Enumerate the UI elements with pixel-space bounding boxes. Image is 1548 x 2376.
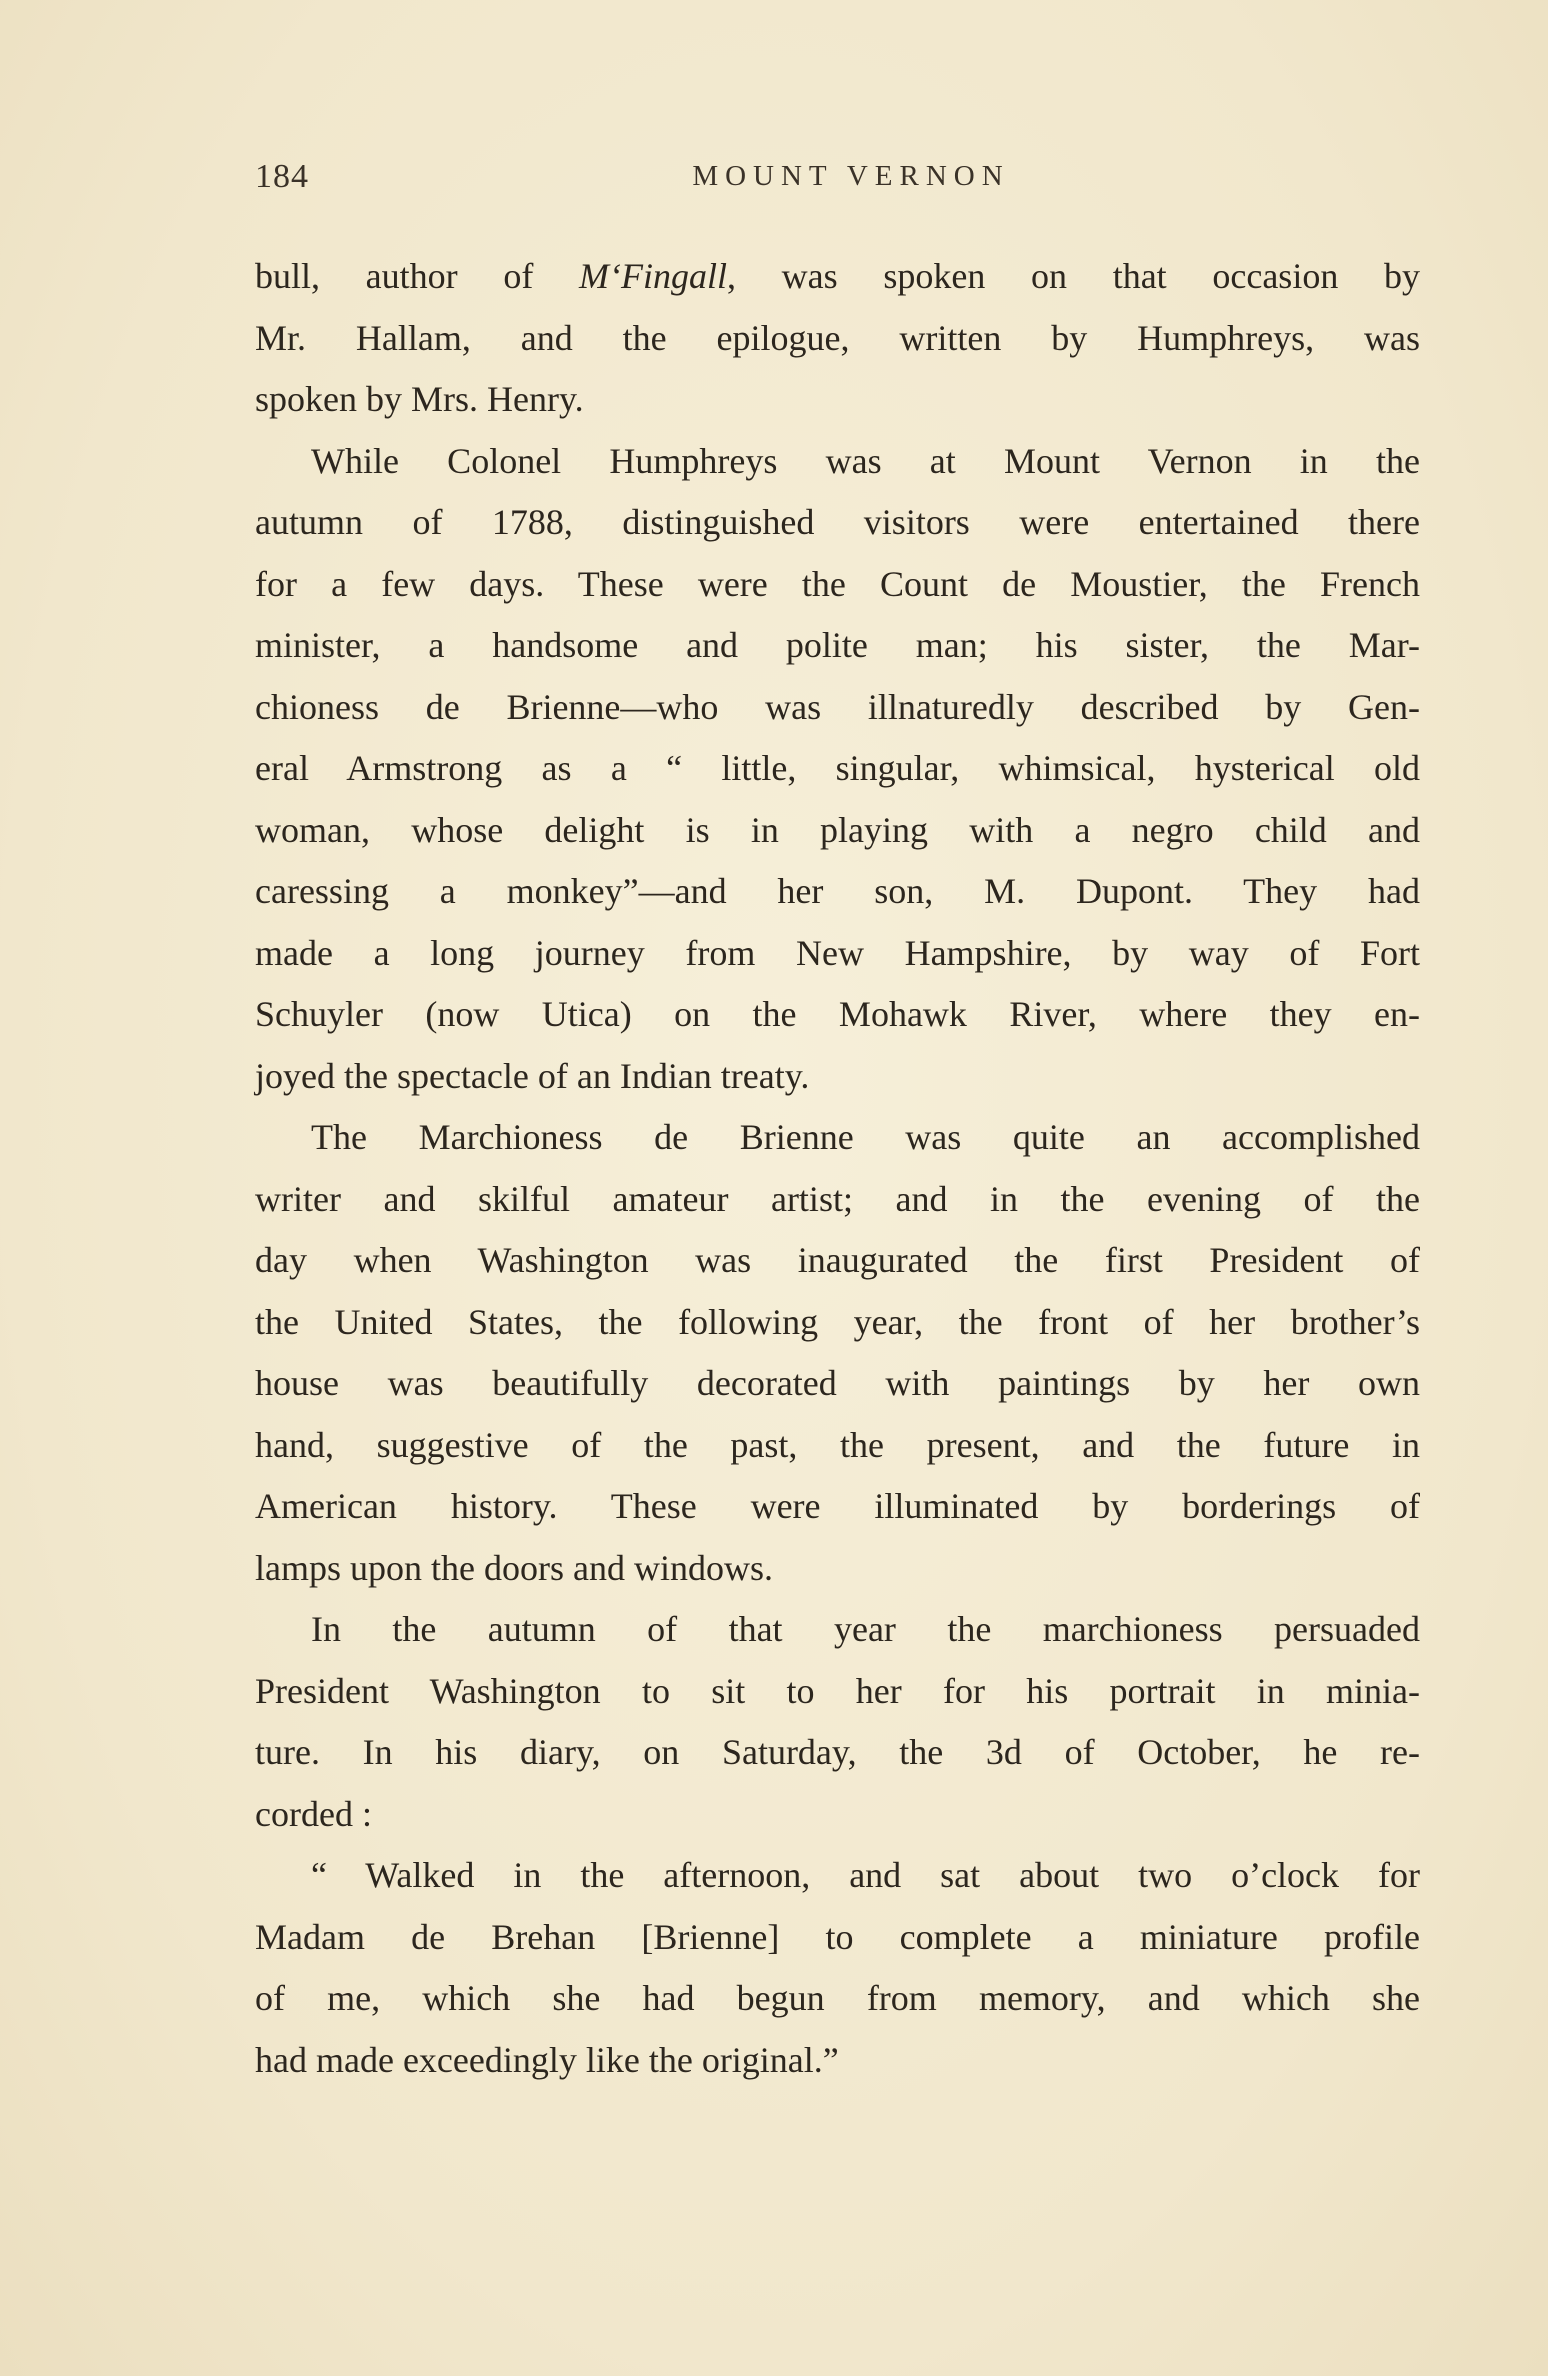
text-line: spoken by Mrs. Henry. [255,379,584,419]
text-line: joyed the spectacle of an Indian treaty. [255,1055,810,1096]
text-line: house was beautifully decorated with paintings by her own [255,1363,1420,1403]
text-line: Madam de Brehan [Brienne] to complete a miniature profile [255,1916,1420,1957]
text-line: made a long journey from New Hampshire, by way of Fort [255,932,1420,973]
text-line: Schuyler (now Utica) on the Mohawk River, where they en- [255,994,1420,1034]
text-line: caressing a monkey”—and her son, M. Dupont. They had [255,871,1420,911]
text-line: ture. In his diary, on Saturday, the 3d of October, he re- [255,1732,1420,1772]
text-line: corded : [255,1793,372,1834]
text-line: President Washington to sit to her for his portrait in minia- [255,1670,1420,1711]
italic-title: M‘Fingall [579,256,727,296]
text-line: minister, a handsome and polite man; his sister, the Mar- [255,625,1420,665]
text-line: of me, which she had begun from memory, and which she [255,1978,1420,2018]
text-line: day when Washington was inaugurated the first President of [255,1240,1420,1280]
page-number: 184 [255,158,309,195]
text-line: lamps upon the doors and windows. [255,1547,773,1588]
text-line: woman, whose delight is in playing with a negro child and [255,809,1420,850]
body-text [255,246,1420,2091]
quotation-start-line: “ Walked in the afternoon, and sat about two o’clock for [311,1855,1420,1895]
text-line: eral Armstrong as a “ little, singular, whimsical, hysterical old [255,748,1420,788]
text-line: for a few days. These were the Count de Moustier, the French [255,563,1420,604]
text-line: writer and skilful amateur artist; and in the evening of the [255,1178,1420,1219]
running-title: MOUNT VERNON [692,160,1010,192]
running-head [255,158,1425,206]
paragraph-start-line: In the autumn of that year the marchioness persuaded [311,1609,1420,1649]
text-line: American history. These were illuminated by borderings of [255,1486,1420,1526]
text-line: had made exceedingly like the original.” [255,2039,839,2080]
text-line: bull, author of M‘Fingall, was spoken on that occasion by [255,256,1420,296]
text-line: Mr. Hallam, and the epilogue, written by Humphreys, was [255,317,1420,358]
paragraph-start-line: While Colonel Humphreys was at Mount Vernon in the [311,440,1420,481]
text-line: hand, suggestive of the past, the present, and the future in [255,1424,1420,1465]
text-line: the United States, the following year, the front of her brother’s [255,1301,1420,1342]
text-line: chioness de Brienne—who was illnaturedly described by Gen- [255,686,1420,727]
paragraph-start-line: The Marchioness de Brienne was quite an accomplished [311,1117,1420,1157]
text-line: autumn of 1788, distinguished visitors were entertained there [255,502,1420,542]
